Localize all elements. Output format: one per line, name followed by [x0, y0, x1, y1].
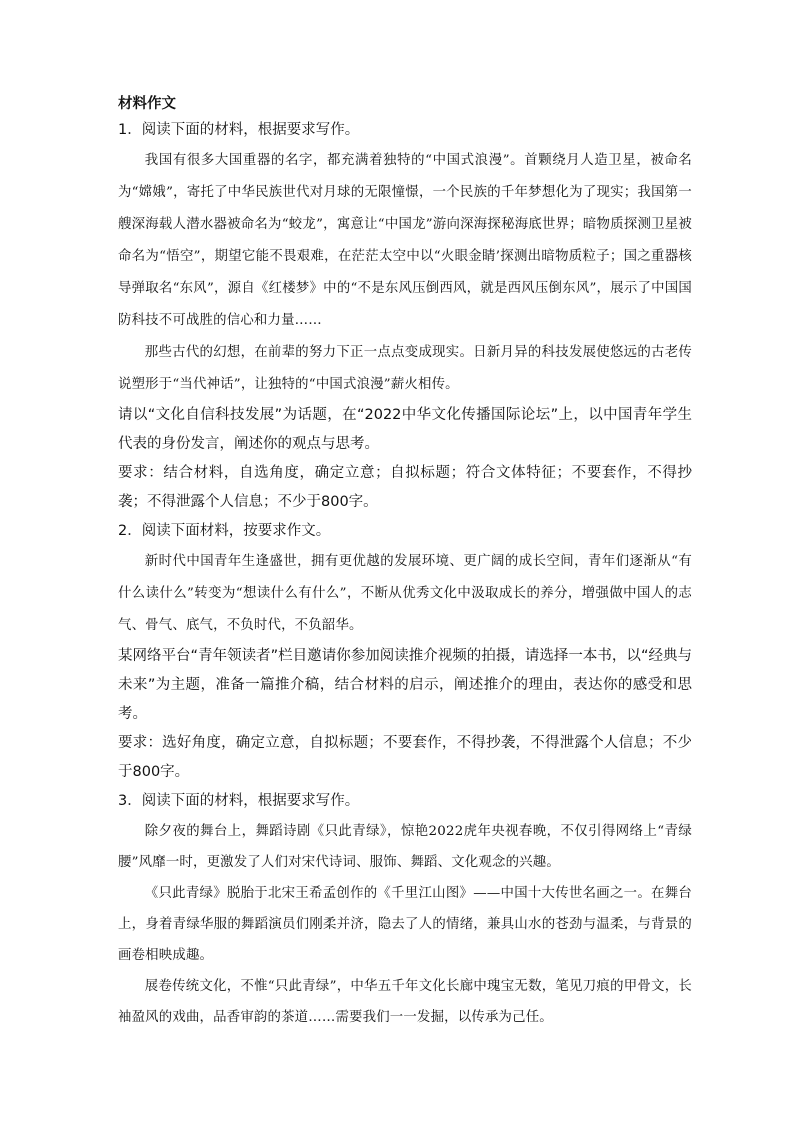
section-title: 材料作文 — [118, 96, 176, 112]
question-3-material-paragraph-3: 展卷传统文化，不惟“只此青绿”，中华五千年文化长廊中瑰宝无数，笔见刀痕的甲骨文，长袖盈风的戏曲，品香审韵的茶道……需要我们一一发掘，以传承为己任。 — [118, 979, 692, 1025]
question-2-prompt: 某网络平台“青年领读者”栏目邀请你参加阅读推介视频的拍摄，请选择一本书，以“经典与未来”为主题，准备一篇推介稿，结合材料的启示，阐述推介的理由，表达你的感受和思考。 — [118, 648, 692, 722]
question-1-requirement: 要求：结合材料，自选角度，确定立意；自拟标题；符合文体特征；不要套作，不得抄袭；不得泄露个人信息；不少于800字。 — [118, 465, 692, 510]
question-3-material-paragraph-1: 除夕夜的舞台上，舞蹈诗剧《只此青绿》，惊艳2022虎年央视春晚，不仅引得网络上“青绿腰”风靡一时，更激发了人们对宋代诗词、服饰、舞蹈、文化观念的兴趣。 — [118, 824, 692, 870]
question-3-title: 3．阅读下面的材料，根据要求写作。 — [118, 793, 360, 809]
question-1-prompt: 请以“文化自信科技发展”为话题，在“2022中华文化传播国际论坛”上，以中国青年学生代表的身份发言，阐述你的观点与思考。 — [118, 407, 692, 452]
question-2-material-paragraph-1: 新时代中国青年生逢盛世，拥有更优越的发展环境、更广阔的成长空间，青年们逐渐从“有什么读什么”转变为“想读什么有什么”，不断从优秀文化中汲取成长的养分，增强做中国人的志气、骨气、底气，不负时代，不负韶华。 — [118, 554, 692, 633]
question-1-material-paragraph-2: 那些古代的幻想，在前辈的努力下正一点点变成现实。日新月异的科技发展使悠远的古老传说塑形于“当代神话”，让独特的“中国式浪漫”薪火相传。 — [118, 345, 692, 392]
question-3-material-paragraph-2: 《只此青绿》脱胎于北宋王希孟创作的《千里江山图》——中国十大传世名画之一。在舞台上，身着青绿华服的舞蹈演员们刚柔并济，隐去了人的情绪，兼具山水的苍劲与温柔，与背景的画卷相映成趣。 — [118, 886, 692, 963]
question-1-material-paragraph-1: 我国有很多大国重器的名字，都充满着独特的“中国式浪漫”。首颗绕月人造卫星，被命名为“嫦娥”，寄托了中华民族世代对月球的无限憧憬，一个民族的千年梦想化为了现实；我国第一艘深海载人潜水器被命名为“蛟龙”，寓意让“中国龙”游向深海探秘海底世界；暗物质探测卫星被命名为“悟空”，期望它能不畏艰难，在茫茫太空中以“火眼金睛’探测出暗物质粒子；国之重器核导弹取名“东风”，源自《红楼梦》中的“不是东风压倒西风，就是西风压倒东风”，展示了中国国防科技不可战胜的信心和力量…… — [118, 153, 692, 328]
question-2-requirement: 要求：选好角度，确定立意，自拟标题；不要套作，不得抄袭，不得泄露个人信息；不少于800字。 — [118, 735, 692, 780]
question-1-title: 1．阅读下面的材料，根据要求写作。 — [118, 122, 360, 138]
document-page — [118, 92, 692, 1033]
question-2-title: 2．阅读下面材料，按要求作文。 — [118, 523, 331, 539]
